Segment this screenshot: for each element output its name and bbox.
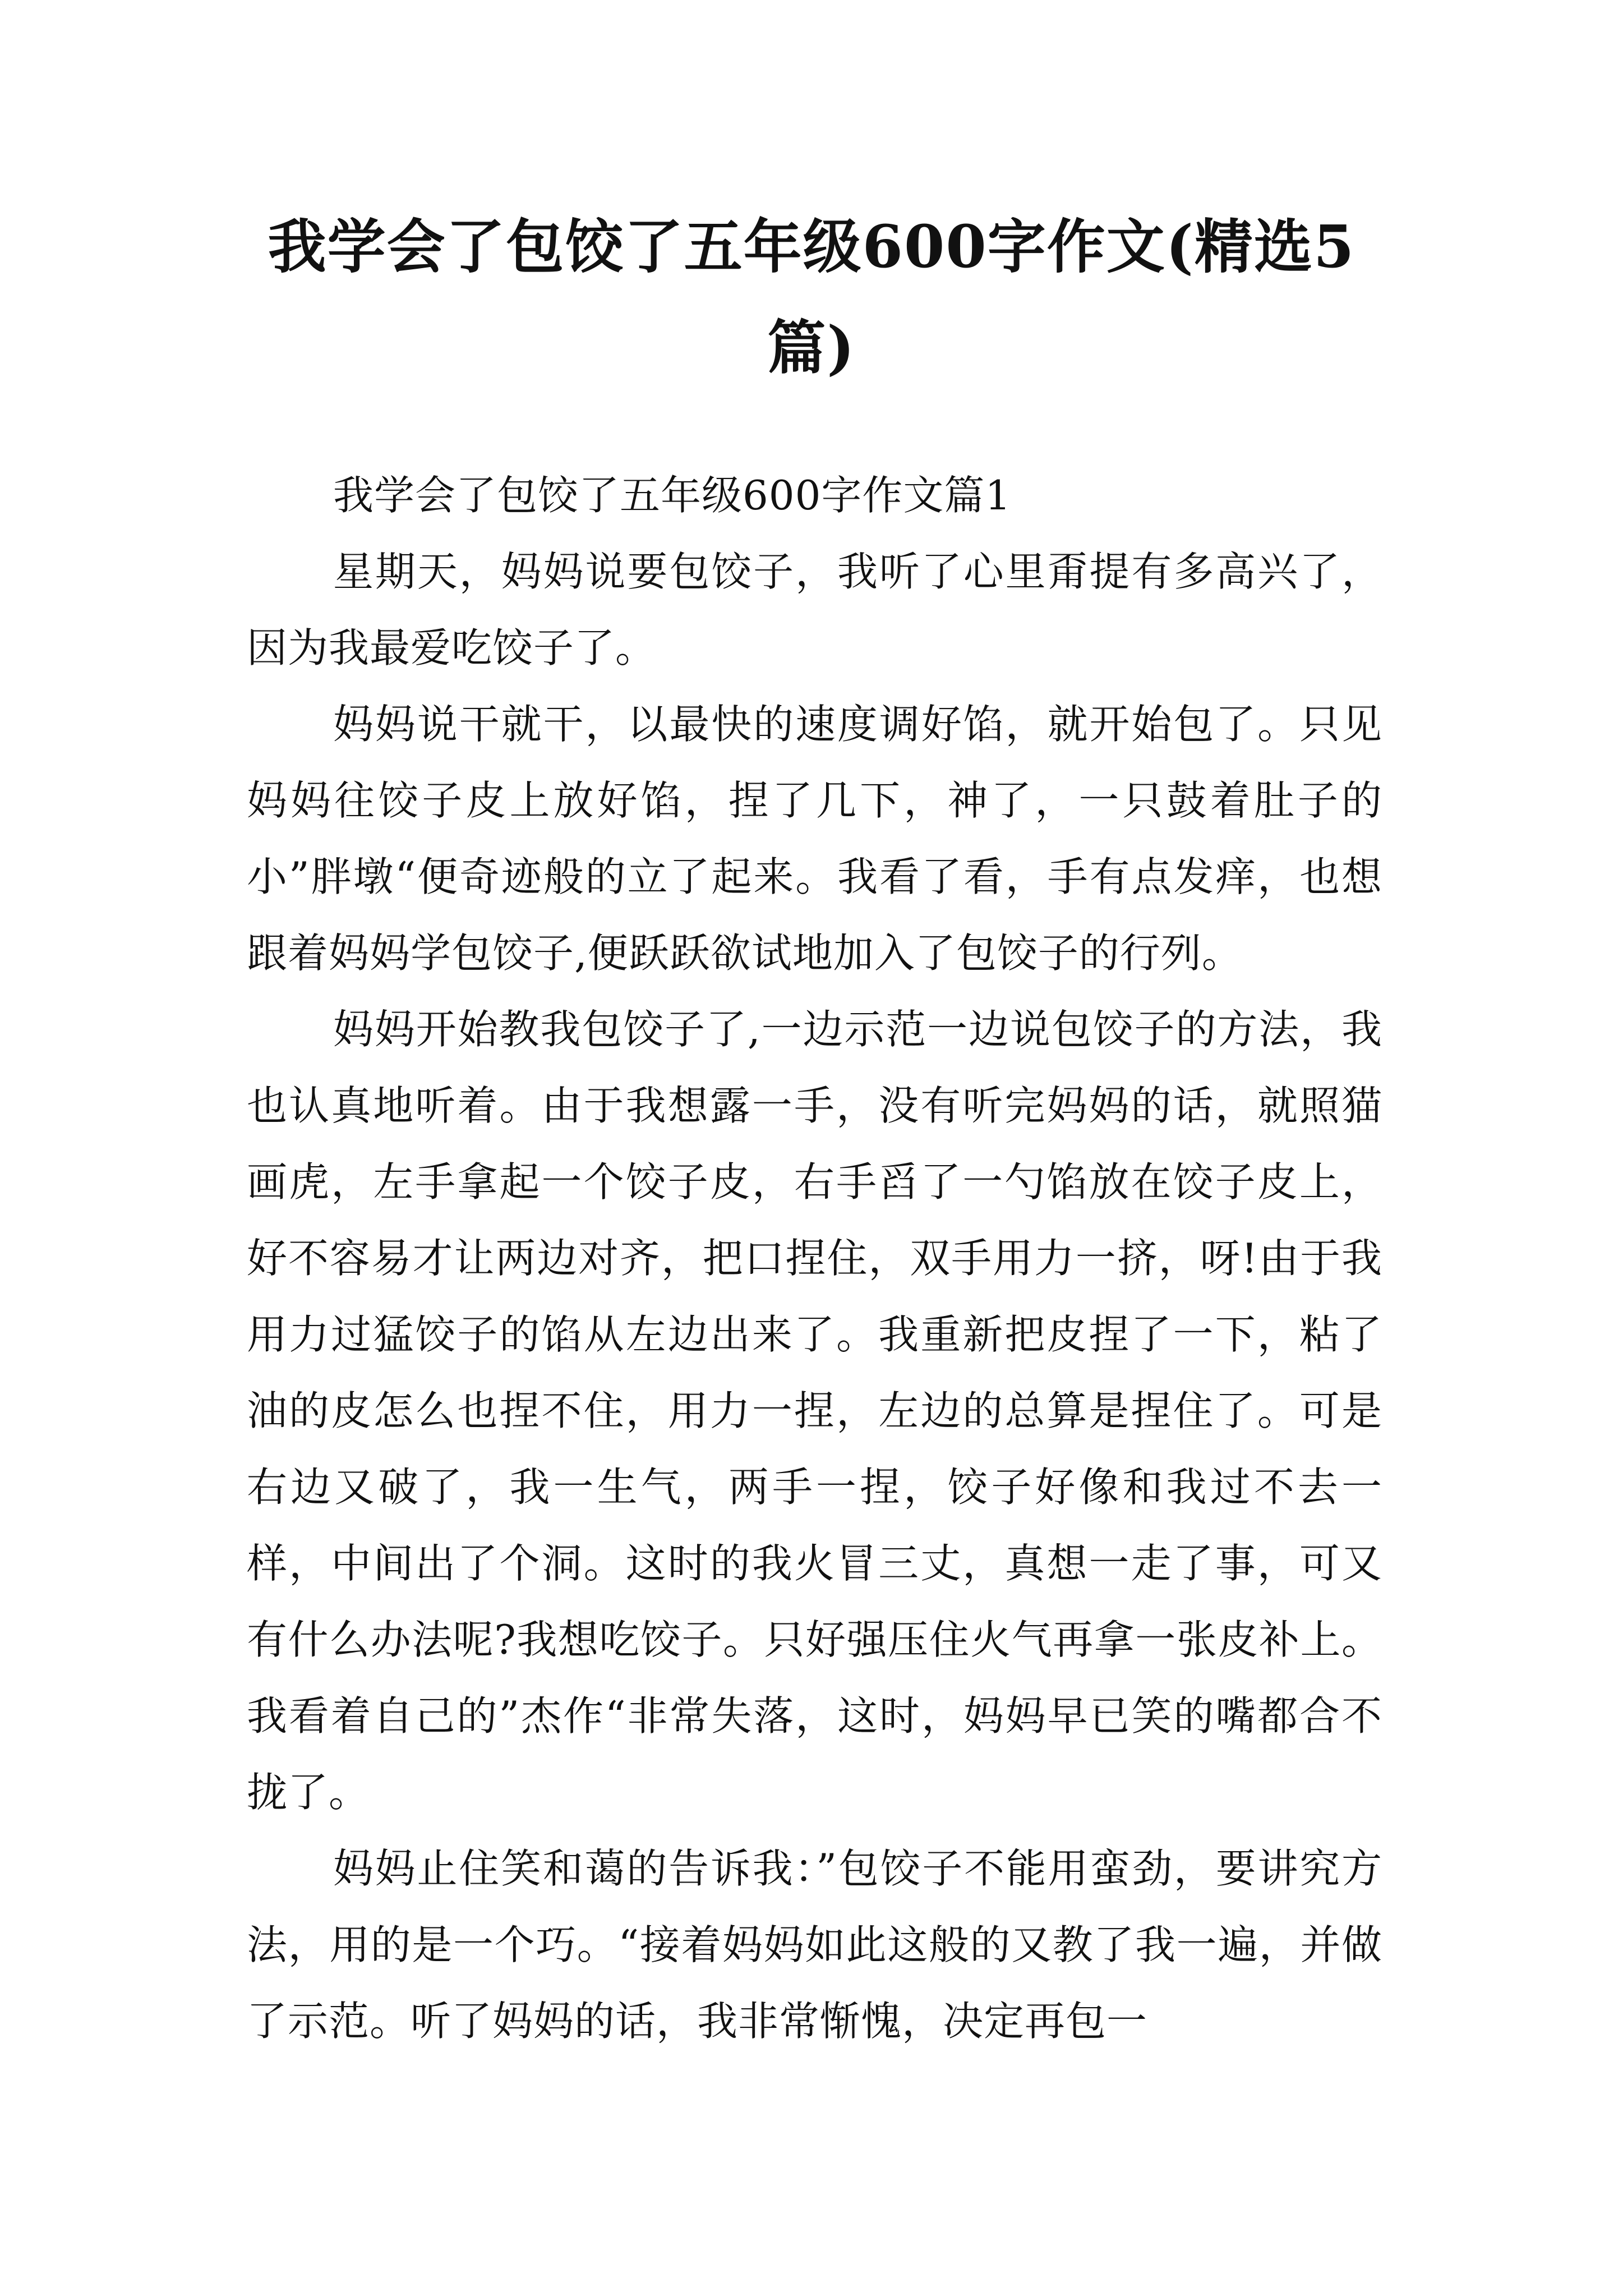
paragraph-3: 妈妈开始教我包饺子了,一边示范一边说包饺子的方法，我也认真地听着。由于我想露一手，没有听完妈妈的话，就照猫画虎，左手拿起一个饺子皮，右手舀了一勺馅放在饺子皮上，好不容易才让两边对齐，把口捏住，双手用力一挤，呀!由于我用力过猛饺子的馅从左边出来了。我重新把皮捏了一下，粘了油的皮怎么也捏不住，用力一捏，左边的总算是捏住了。可是右边又破了，我一生气，两手一捏，饺子好像和我过不去一样，中间出了个洞。这时的我火冒三丈，真想一走了事，可又有什么办法呢?我想吃饺子。只好强压住火气再拿一张皮补上。我看着自己的”杰作“非常失落，这时，妈妈早已笑的嘴都合不拢了。	[247, 1006, 1382, 1816]
paragraph-4: 妈妈止住笑和蔼的告诉我：”包饺子不能用蛮劲，要讲究方法，用的是一个巧。“接着妈妈如此这般的又教了我一遍，并做了示范。听了妈妈的话，我非常惭愧，决定再包一	[247, 1845, 1382, 2045]
document-title: 我学会了包饺了五年级600字作文(精选5篇)	[268, 212, 1355, 382]
paragraph-2: 妈妈说干就干，以最快的速度调好馅，就开始包了。只见妈妈往饺子皮上放好馅，捏了几下，神了，一只鼓着肚子的小”胖墩“便奇迹般的立了起来。我看了看，手有点发痒，也想跟着妈妈学包饺子,便跃跃欲试地加入了包饺子的行列。	[247, 701, 1382, 977]
document-body	[247, 457, 1382, 2059]
paragraph-1: 星期天，妈妈说要包饺子，我听了心里甭提有多高兴了，因为我最爱吃饺子了。	[247, 548, 1382, 671]
section-heading: 我学会了包饺了五年级600字作文篇1	[333, 472, 1012, 519]
